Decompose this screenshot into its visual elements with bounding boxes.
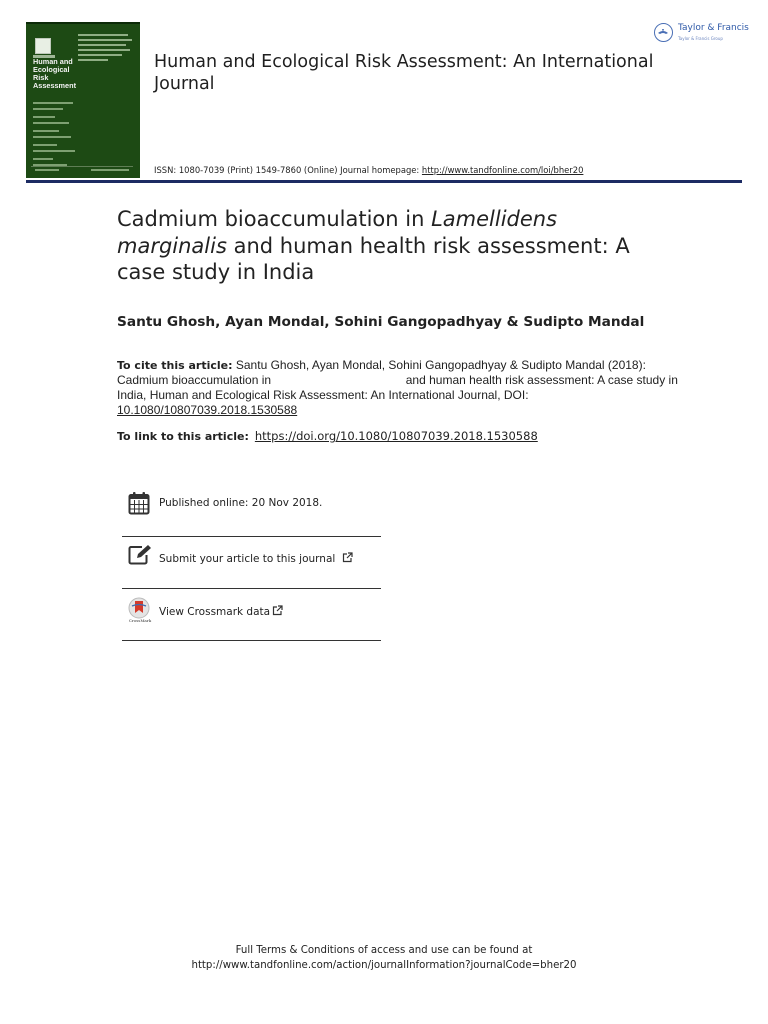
publisher-logo bbox=[654, 21, 749, 47]
divider bbox=[122, 536, 381, 537]
external-link-icon bbox=[342, 552, 353, 566]
citation-label: To cite this article: bbox=[117, 359, 233, 372]
article-link-label: To link to this article: bbox=[117, 430, 249, 443]
crossmark-badge-label: CrossMark bbox=[128, 618, 152, 623]
external-link-icon bbox=[272, 605, 283, 619]
publisher-logo-icon bbox=[654, 23, 673, 42]
cover-logo bbox=[35, 38, 51, 54]
publisher-name: Taylor & Francis bbox=[678, 23, 749, 33]
issn-line bbox=[154, 165, 583, 175]
journal-title: Human and Ecological Risk Assessment: An International Journal bbox=[154, 52, 654, 94]
divider bbox=[122, 588, 381, 589]
crossmark-item[interactable] bbox=[122, 597, 381, 625]
terms-url[interactable]: http://www.tandfonline.com/action/journalInformation?journalCode=bher20 bbox=[191, 960, 577, 971]
cover-title: Human and Ecological Risk Assessment bbox=[33, 57, 76, 90]
crossmark-link[interactable]: View Crossmark data bbox=[159, 605, 283, 619]
terms-text: Full Terms & Conditions of access and use can be found at bbox=[235, 945, 533, 956]
citation-doi-link[interactable]: 10.1080/10807039.2018.1530588 bbox=[117, 403, 298, 417]
calendar-icon bbox=[128, 491, 150, 519]
citation-block: To cite this article: Santu Ghosh, Ayan Mondal, Sohini Gangopadhyay & Sudipto Mandal (2018): Cadmium bioaccumulation in and human health risk assessment: A case study in India, Human and Ecological Risk Assessment: An International Journal, DOI: 10.1080/10807039.2018.1530588 bbox=[117, 358, 678, 417]
article-authors: Santu Ghosh, Ayan Mondal, Sohini Gangopadhyay & Sudipto Mandal bbox=[117, 314, 645, 330]
journal-cover-image bbox=[26, 22, 140, 178]
terms-footer bbox=[0, 943, 768, 973]
header-divider bbox=[26, 180, 742, 183]
crossmark-icon bbox=[126, 597, 152, 629]
article-link-row bbox=[117, 429, 538, 443]
published-online-text: Published online: 20 Nov 2018. bbox=[159, 497, 323, 509]
edit-icon bbox=[128, 544, 154, 570]
publisher-subname: Taylor & Francis Group bbox=[678, 36, 723, 41]
article-title: Cadmium bioaccumulation in Lamellidens marginalis and human health risk assessment: A case study in India bbox=[117, 207, 630, 284]
divider bbox=[122, 640, 381, 641]
submit-article-item[interactable] bbox=[122, 544, 381, 570]
issn-text: ISSN: 1080-7039 (Print) 1549-7860 (Online) Journal homepage: bbox=[154, 165, 422, 175]
journal-homepage-link[interactable]: http://www.tandfonline.com/loi/bher20 bbox=[421, 165, 584, 175]
article-doi-link[interactable]: https://doi.org/10.1080/10807039.2018.1530588 bbox=[254, 429, 538, 443]
published-online-item bbox=[122, 491, 381, 517]
submit-article-link[interactable]: Submit your article to this journal bbox=[159, 552, 353, 566]
